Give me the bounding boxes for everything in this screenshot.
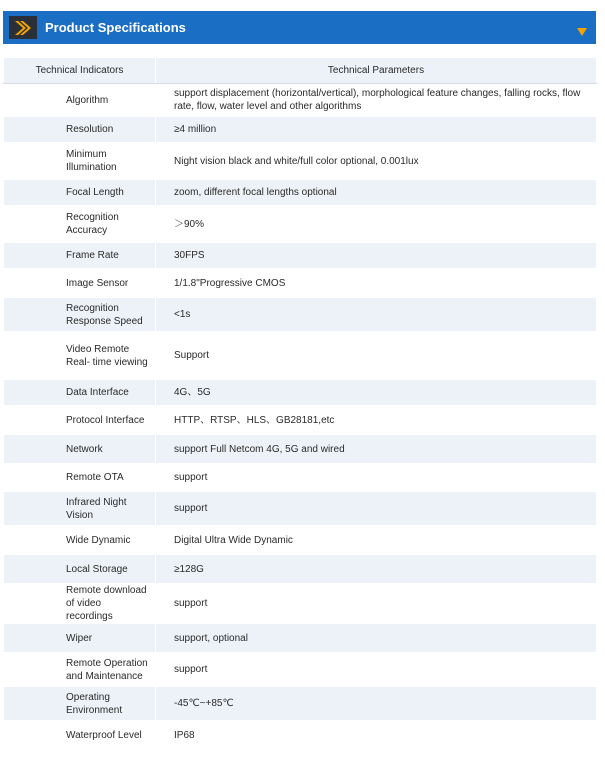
parameter-cell: support displacement (horizontal/vertical), morphological feature changes, falling rocks, flow rate, flow, water level and other algorithms bbox=[156, 84, 597, 117]
parameter-cell: 4G、5G bbox=[156, 380, 597, 406]
table-row bbox=[4, 584, 597, 624]
indicator-cell: Wide Dynamic bbox=[4, 526, 156, 555]
indicator-cell: Focal Length bbox=[4, 180, 156, 206]
column-header-indicators: Technical Indicators bbox=[4, 58, 156, 84]
table-row bbox=[4, 435, 597, 464]
parameter-cell: Support bbox=[156, 332, 597, 380]
table-row bbox=[4, 243, 597, 269]
indicator-cell: Operating Environment bbox=[4, 687, 156, 721]
double-chevron-right-icon bbox=[9, 16, 37, 39]
section-header[interactable] bbox=[3, 11, 596, 44]
parameter-cell: -45℃~+85℃ bbox=[156, 687, 597, 721]
indicator-cell: Resolution bbox=[4, 117, 156, 143]
table-row bbox=[4, 687, 597, 721]
table-header-row bbox=[4, 58, 597, 84]
indicator-cell: Recognition Response Speed bbox=[4, 298, 156, 332]
table-row bbox=[4, 380, 597, 406]
column-header-parameters: Technical Parameters bbox=[156, 58, 597, 84]
indicator-cell: Data Interface bbox=[4, 380, 156, 406]
table-row bbox=[4, 406, 597, 435]
table-row bbox=[4, 492, 597, 526]
table-row bbox=[4, 526, 597, 555]
parameter-cell: <1s bbox=[156, 298, 597, 332]
table-row bbox=[4, 624, 597, 653]
table-row bbox=[4, 180, 597, 206]
table-row bbox=[4, 332, 597, 380]
indicator-cell: Protocol Interface bbox=[4, 406, 156, 435]
indicator-cell: Recognition Accuracy bbox=[4, 206, 156, 243]
section-title: Product Specifications bbox=[45, 20, 186, 35]
indicator-cell: Remote OTA bbox=[4, 464, 156, 492]
parameter-cell: 30FPS bbox=[156, 243, 597, 269]
parameter-cell: support bbox=[156, 653, 597, 687]
indicator-cell: Wiper bbox=[4, 624, 156, 653]
indicator-cell: Minimum Illumination bbox=[4, 143, 156, 180]
table-row bbox=[4, 117, 597, 143]
indicator-cell: Local Storage bbox=[4, 555, 156, 584]
parameter-cell: Digital Ultra Wide Dynamic bbox=[156, 526, 597, 555]
parameter-cell: ≥4 million bbox=[156, 117, 597, 143]
indicator-cell: Frame Rate bbox=[4, 243, 156, 269]
table-row bbox=[4, 143, 597, 180]
table-row bbox=[4, 206, 597, 243]
parameter-cell: ＞90% bbox=[156, 206, 597, 243]
parameter-cell: zoom, different focal lengths optional bbox=[156, 180, 597, 206]
indicator-cell: Infrared Night Vision bbox=[4, 492, 156, 526]
indicator-cell: Algorithm bbox=[4, 84, 156, 117]
parameter-cell: support bbox=[156, 584, 597, 624]
table-row bbox=[4, 464, 597, 492]
indicator-cell: Waterproof Level bbox=[4, 721, 156, 750]
spec-table bbox=[3, 57, 597, 750]
parameter-cell: IP68 bbox=[156, 721, 597, 750]
table-row bbox=[4, 653, 597, 687]
indicator-cell: Remote download of video recordings bbox=[4, 584, 156, 624]
table-row bbox=[4, 721, 597, 750]
parameter-cell: support bbox=[156, 464, 597, 492]
indicator-cell: Video Remote Real- time viewing bbox=[4, 332, 156, 380]
table-row bbox=[4, 298, 597, 332]
parameter-cell: Night vision black and white/full color optional, 0.001lux bbox=[156, 143, 597, 180]
table-row bbox=[4, 555, 597, 584]
parameter-cell: support Full Netcom 4G, 5G and wired bbox=[156, 435, 597, 464]
parameter-cell: support, optional bbox=[156, 624, 597, 653]
table-row bbox=[4, 269, 597, 298]
parameter-cell: support bbox=[156, 492, 597, 526]
table-row bbox=[4, 84, 597, 117]
indicator-cell: Network bbox=[4, 435, 156, 464]
triangle-down-icon[interactable] bbox=[577, 23, 587, 41]
indicator-cell: Image Sensor bbox=[4, 269, 156, 298]
parameter-cell: HTTP、RTSP、HLS、GB28181,etc bbox=[156, 406, 597, 435]
indicator-cell: Remote Operation and Maintenance bbox=[4, 653, 156, 687]
parameter-cell: 1/1.8"Progressive CMOS bbox=[156, 269, 597, 298]
parameter-cell: ≥128G bbox=[156, 555, 597, 584]
